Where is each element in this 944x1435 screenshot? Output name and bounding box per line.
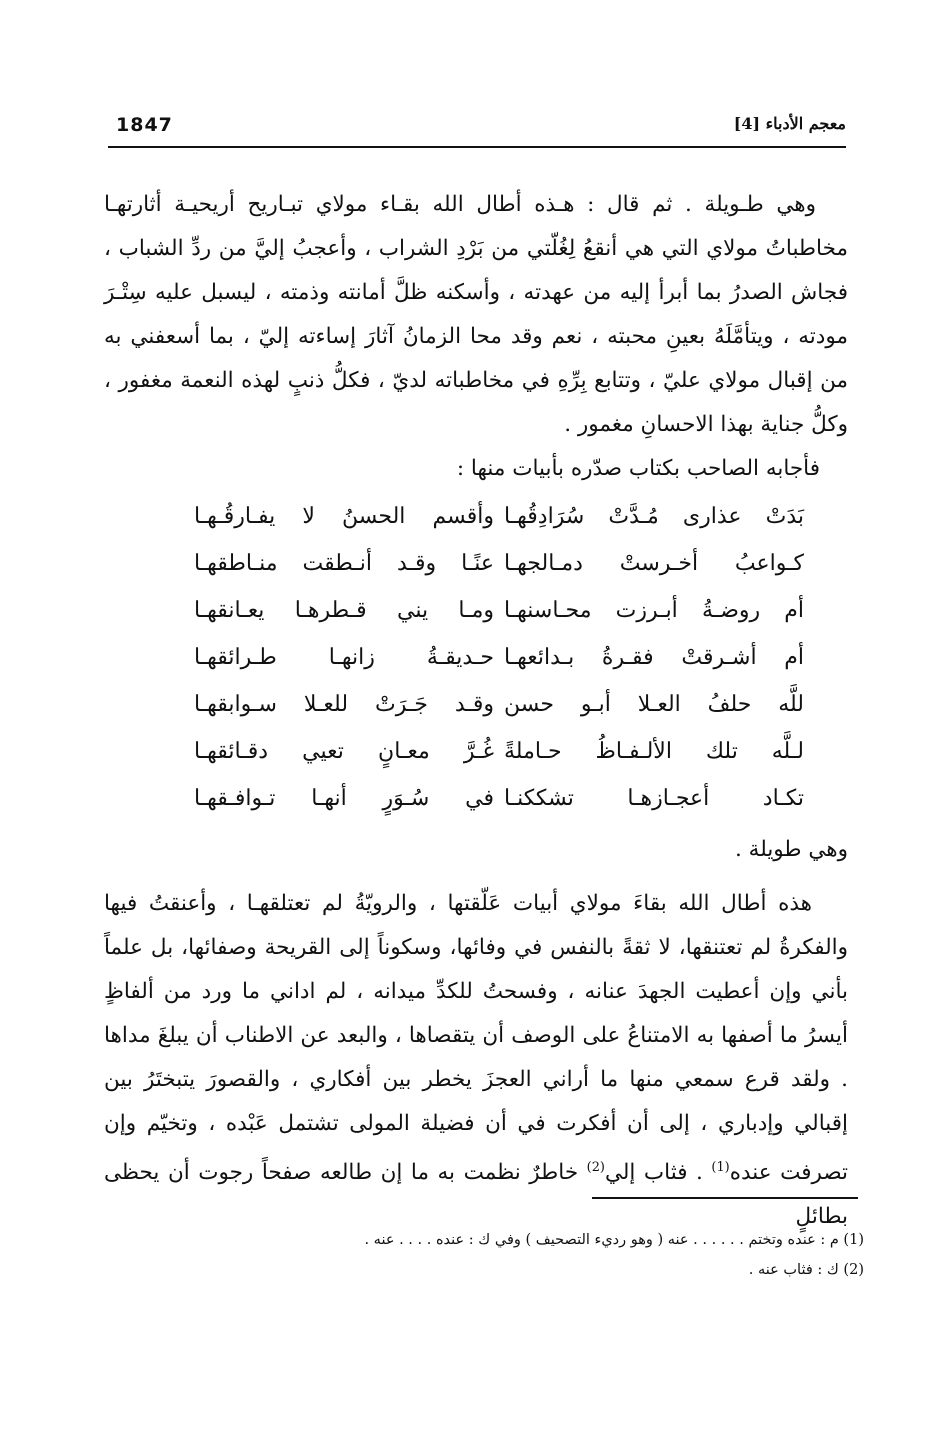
- footnote-divider: [592, 1197, 858, 1199]
- footnote-ref-1[interactable]: (1): [711, 1160, 730, 1175]
- footnote-ref-2[interactable]: (2): [586, 1160, 605, 1175]
- poem-verse: [104, 777, 848, 824]
- verse-second-hemistich: ومـا يني قـطرهـا يعـانقهـا: [194, 598, 494, 623]
- poem-verse: [104, 542, 848, 589]
- header-divider: [108, 146, 846, 148]
- verse-second-hemistich: غُـرَّ معـانٍ تعيي دقـائقهـا: [194, 739, 494, 764]
- verse-second-hemistich: وقـد جَـرَتْ للعـلا سـوابقهـا: [194, 692, 494, 717]
- second-paragraph: [104, 882, 848, 1239]
- opening-text: وهي طـويلة . ثم قال : هـذه أطال الله بقـاء مولاي تبـاريح أريحيـة أثارتهـا مخاطباتُ مولاي التي هي أنقعُ لِغُلّتي من بَرْدِ الشراب ، وأعجبُ إليَّ من ردِّ الشباب ، فجاش الصدرُ بما أبرأ إليه من عهدته ، وأسكنه ظلَّ أمانته وذمته ، ليسبل عليه سِتْـرَ مودته ، ويتأمَّلَهُ بعينِ محبته ، نعم وقد محا الزمانُ آثارَ إساءته إليّ ، بما أسعفني به من إقبال مولاي عليّ ، وتتابع بِرِّهِ في مخاطباته لديّ ، فكلُّ ذنبٍ لهذه النعمة مغفور ، وكلُّ جناية بهذا الاحسانِ مغمور .: [104, 192, 848, 437]
- opening-paragraph: [104, 183, 848, 447]
- poem-closing: وهي طويلة .: [735, 837, 848, 862]
- poem-intro: فأجابه الصاحب بكتاب صدّره بأبيات منها :: [456, 456, 820, 481]
- page-number: 1847: [116, 114, 173, 136]
- verse-first-hemistich: كـواعبُ أخـرستْ دمـالجهـا: [504, 551, 804, 576]
- poem-verse: [104, 730, 848, 777]
- footnote-1: (1) م : عنده وتختم . . . . . . عنه ( وهو رديء التصحيف ) وفي ك : عنده . . . . عنه .: [364, 1232, 864, 1248]
- poem-verse: [104, 636, 848, 683]
- poem-verse: [104, 589, 848, 636]
- verse-second-hemistich: وأقسم الحسنُ لا يفـارقُـهـا: [194, 504, 494, 529]
- verse-first-hemistich: أم أشـرقتْ فقـرةُ بـدائعهـا: [504, 645, 804, 670]
- footnotes: [220, 1225, 864, 1285]
- running-title: معجم الأدباء [4]: [733, 114, 846, 133]
- verse-first-hemistich: بَدَتْ عذارى مُـدَّتْ سُرَادِقُهـا: [504, 504, 804, 529]
- poem: [104, 495, 848, 824]
- paragraph-end-b: . فثاب إلي: [604, 1160, 712, 1186]
- page-header: [108, 104, 846, 144]
- verse-second-hemistich: في سُـوَرٍ أنهـا تـوافـقهـا: [194, 786, 494, 811]
- verse-first-hemistich: تكـاد أعجـازهـا تشككنـا: [504, 786, 804, 811]
- verse-first-hemistich: للَّه حلفُ العـلا أبـو حسن: [504, 692, 804, 717]
- paragraph-end-a: عنده: [729, 1160, 772, 1186]
- footnote-2: (2) ك : فثاب عنه .: [748, 1262, 864, 1278]
- verse-second-hemistich: حـديقـةُ زانهـا طـرائقهـا: [194, 645, 494, 670]
- poem-verse: [104, 683, 848, 730]
- verse-first-hemistich: لـلَّه تلك الألـفـاظُ حـاملةً: [504, 739, 804, 764]
- verse-first-hemistich: أم روضـةُ أبـرزت محـاسنهـا: [504, 598, 804, 623]
- paragraph-body: هذه أطال الله بقاءَ مولاي أبيات عَلّقتها ، والرويّةُ لم تعتلقهـا ، وأعنقتُ فيها والفكرةُ لم تعتنقها، لا ثقةً بالنفس في وفائها، وسكوناً إلى القريحة وصفائها، بل علماً بأني وإن أعطيت الجهدَ عنانه ، وفسحتُ للكدِّ ميدانه ، لم اداني ما ورد من ألفاظٍ أيسرُ ما أصفها به الامتناعُ على الوصف أن يتقصاها ، والبعد عن الاطناب أن يبلغَ مداها . ولقد قرع سمعي منها ما أراني العجزَ يخطر بين أفكاري ، والقصورَ يتبختَرُ بين إقبالي وإدباري ، إلى أن أفكرت في أن فضيلة المولى تشتمل عَبْده ، وتخيّم وإن تصرفت: [104, 891, 848, 1186]
- verse-second-hemistich: عنًـا وقـد أنـطقت منـاطقهـا: [194, 551, 494, 576]
- poem-verse: [104, 495, 848, 542]
- main-text: [104, 183, 848, 1239]
- paragraph-text: [104, 882, 848, 1239]
- paragraph-end-c: خاطرٌ نظمت به ما إن طالعه صفحاً رجوت أن يحظى بطائلٍ: [104, 1160, 848, 1230]
